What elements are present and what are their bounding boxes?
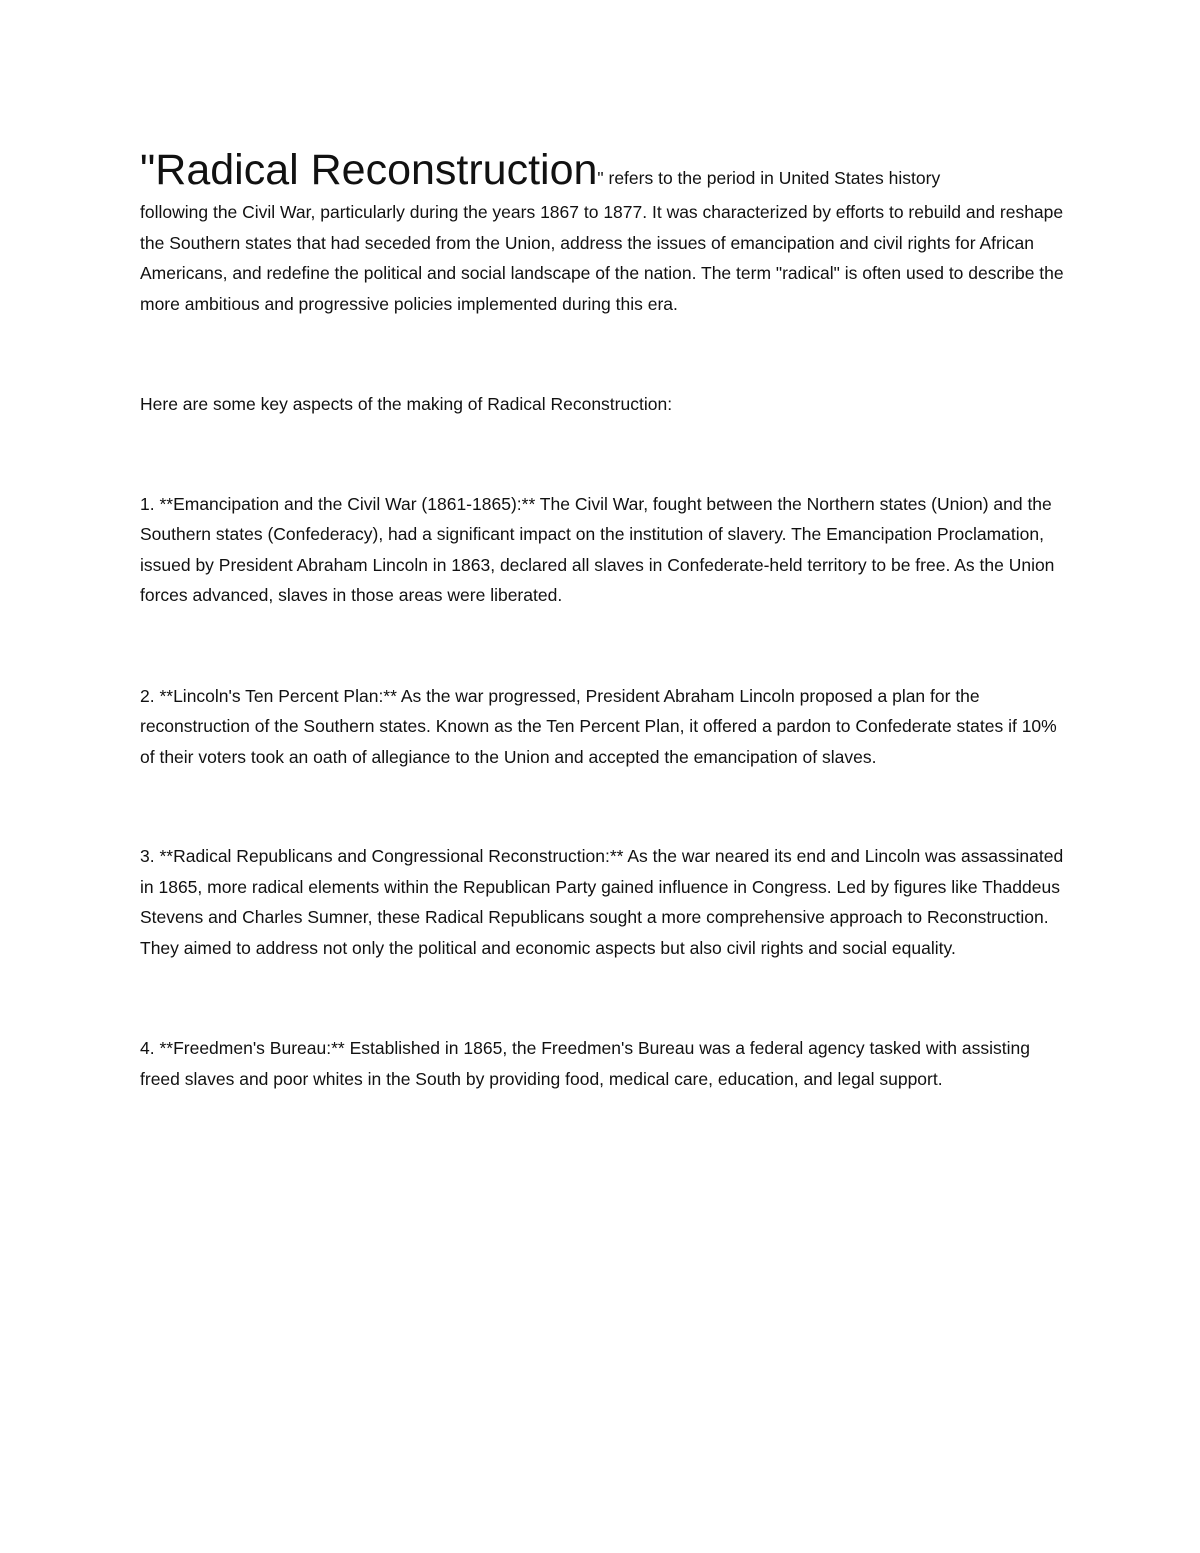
- list-item: 3. **Radical Republicans and Congressional Reconstruction:** As the war neared its end and Lincoln was assassinated in 1865, more radical elements within the Republican Party gained influence in Congress. Led by figures like Thaddeus Stevens and Charles Sumner, these Radical Republicans sought a more comprehensive approach to Reconstruction. They aimed to address not only the political and economic aspects but also civil rights and social equality.: [140, 846, 1064, 958]
- list-item: 2. **Lincoln's Ten Percent Plan:** As the war progressed, President Abraham Lincoln proposed a plan for the reconstruction of the Southern states. Known as the Ten Percent Plan, it offered a pardon to Confederate states if 10% of their voters took an oath of allegiance to the Union and accepted the emancipation of slaves.: [140, 685, 1057, 767]
- intro-paragraph: [140, 145, 1065, 319]
- intro-heading-tail: " refers to the period in United States history: [597, 168, 941, 188]
- list-item: 4. **Freedmen's Bureau:** Established in 1865, the Freedmen's Bureau was a federal agency tasked with assisting freed slaves and poor whites in the South by providing food, medical care, education, and legal support.: [140, 1038, 1030, 1089]
- list-item: 1. **Emancipation and the Civil War (1861-1865):** The Civil War, fought between the Northern states (Union) and the Southern states (Confederacy), had a significant impact on the institution of slavery. The Emancipation Proclamation, issued by President Abraham Lincoln in 1863, declared all slaves in Confederate-held territory to be free. As the Union forces advanced, slaves in those areas were liberated.: [140, 493, 1055, 605]
- aspects-intro: Here are some key aspects of the making of Radical Reconstruction:: [140, 394, 673, 414]
- intro-first-line: [140, 145, 1065, 195]
- document-content: [140, 145, 1065, 1094]
- intro-body: following the Civil War, particularly during the years 1867 to 1877. It was characterized by efforts to rebuild and reshape the Southern states that had seceded from the Union, address the issues of emancipation and civil rights for African Americans, and redefine the political and social landscape of the nation. The term "radical" is often used to describe the more ambitious and progressive policies implemented during this era.: [140, 202, 1064, 314]
- intro-heading: "Radical Reconstruction: [140, 146, 598, 194]
